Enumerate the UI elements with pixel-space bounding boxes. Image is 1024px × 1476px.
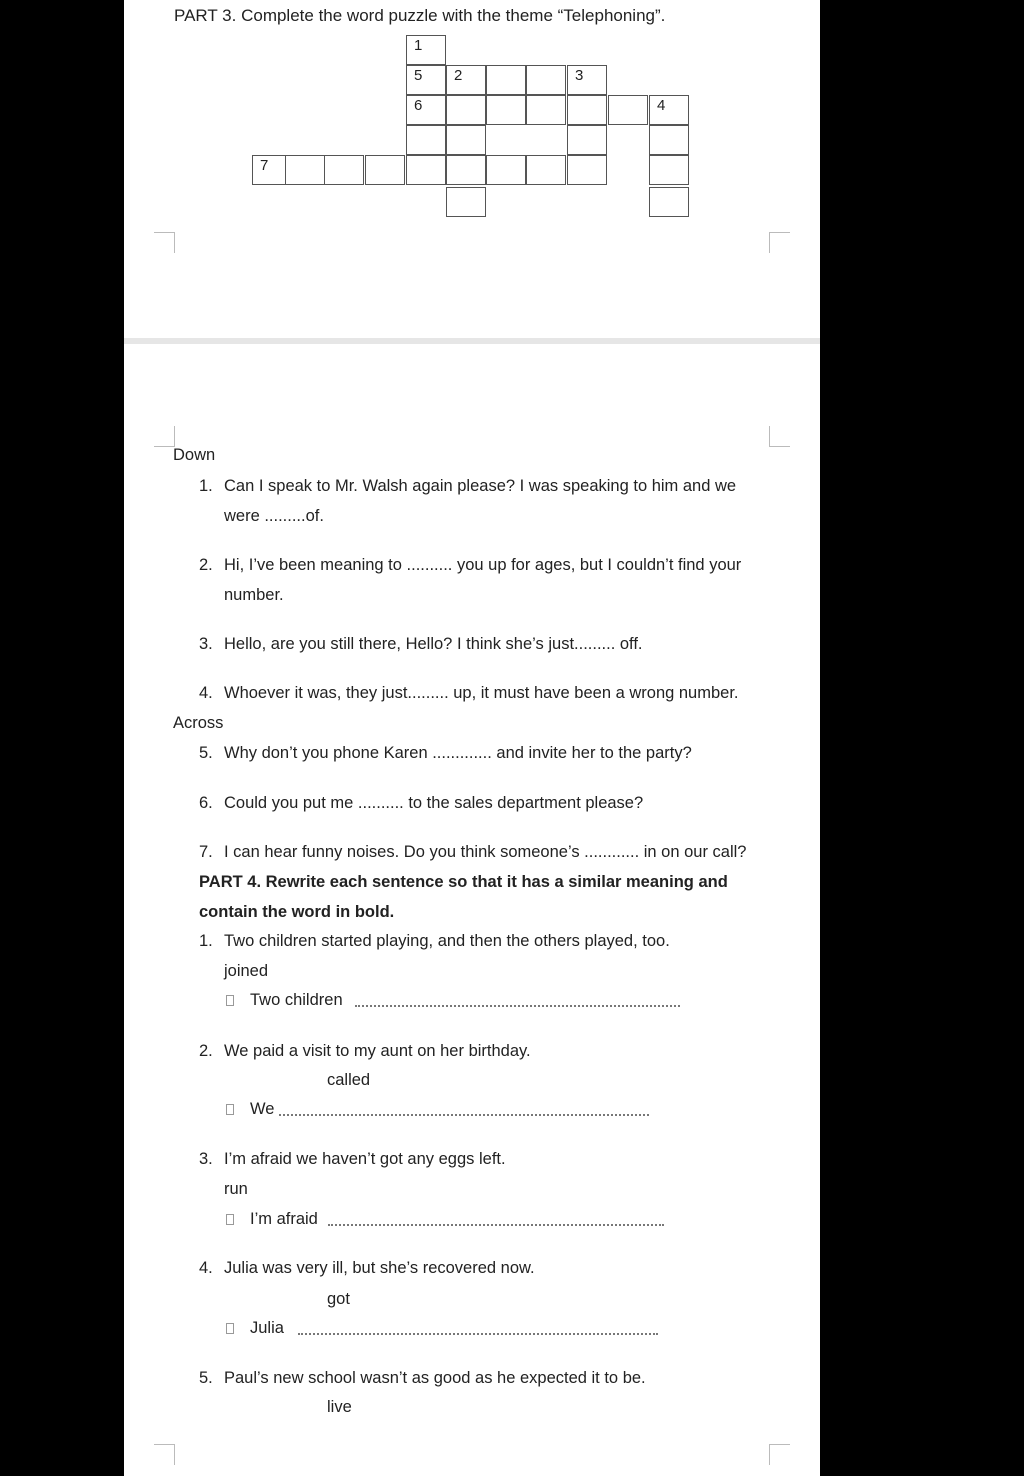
crossword-cell[interactable] [446,125,486,155]
keyword: called [327,1071,371,1089]
keyword: live [327,1398,352,1416]
answer-start: Two children [250,991,343,1009]
clue-number-5: 5 [414,67,423,84]
margin-corner-mark [154,232,175,253]
checkbox-icon [226,1214,234,1225]
crossword-cell[interactable] [486,65,526,95]
crossword-cell[interactable] [406,125,446,155]
crossword-cell[interactable] [526,65,566,95]
clue-number-6: 6 [414,97,423,114]
margin-corner-mark [769,426,790,447]
answer-start: Julia [250,1319,284,1337]
crossword-cell[interactable] [285,155,325,185]
crossword-cell[interactable] [567,125,607,155]
answer-line[interactable] [279,1114,649,1116]
crossword-cell[interactable] [649,95,689,125]
crossword-cell[interactable] [649,155,689,185]
crossword-cell[interactable] [649,125,689,155]
margin-corner-mark [769,1444,790,1465]
crossword-cell[interactable] [567,95,607,125]
crossword-cell[interactable] [252,155,286,185]
crossword-cell[interactable] [324,155,364,185]
keyword: run [224,1180,248,1198]
answer-start: I’m afraid [250,1210,318,1228]
crossword-cell[interactable] [608,95,648,125]
crossword-cell[interactable] [406,155,446,185]
part3-title: PART 3. Complete the word puzzle with the theme “Telephoning”. [174,6,666,25]
down-heading: Down [173,446,216,464]
crossword-cell[interactable] [486,95,526,125]
margin-corner-mark [154,1444,175,1465]
clue-number-2: 2 [454,67,463,84]
clue-number-3: 3 [575,67,584,84]
checkbox-icon [226,995,234,1006]
answer-line[interactable] [355,1005,680,1007]
part4-title: PART 4. Rewrite each sentence so that it has a similar meaning and [199,873,728,891]
across-heading: Across [173,714,224,732]
answer-line[interactable] [328,1224,664,1226]
page-1 [124,0,820,338]
crossword-cell[interactable] [406,95,446,125]
crossword-cell[interactable] [486,155,526,185]
crossword-cell[interactable] [567,65,607,95]
crossword-cell[interactable] [567,155,607,185]
crossword-cell[interactable] [446,155,486,185]
keyword: joined [224,962,269,980]
margin-corner-mark [769,232,790,253]
clue-number-4: 4 [657,97,666,114]
checkbox-icon [226,1323,234,1334]
page-2: Down 1. Can I speak to Mr. Walsh again please? I was speaking to him and we were .........of. 2. Hi, I’ve been meaning to .......... you up for ages, but I couldn’t find your number. 3. Hello, are you still there, Hello? I think she’s just......... off. 4. Whoever it was, they just......... up, it must have been a wrong number. Across 5. Why don’t you phone Karen ............. and invite her to the party? 6. Could you put me .......... to the sales department please? 7. I can hear funny noises. Do you think someone’s ............ in on our call? PART 4. Rewrite each sentence so that it has a similar meaning and contain the word in bold. 1. Two children started playing, and then the others played, too. joined Two children 2. We paid a visit to my aunt on her birthday. called We 3. I’m afraid we haven’t got any eggs left. run I’m afraid 4. Julia was very ill, but she’s recovered now. got Julia 5. Paul’s new school wasn’t as good as he expected it to be. live [124,344,820,1476]
crossword-cell[interactable] [406,35,446,65]
crossword-cell[interactable] [526,155,566,185]
crossword-cell[interactable] [446,95,486,125]
crossword-cell[interactable] [365,155,405,185]
answer-line[interactable] [298,1333,658,1335]
crossword-cell[interactable] [526,95,566,125]
clue-number-1: 1 [414,37,423,54]
answer-start: We [250,1100,275,1118]
crossword-cell[interactable] [446,65,486,95]
checkbox-icon [226,1104,234,1115]
part4-title-line2: contain the word in bold. [199,903,395,921]
crossword-cell[interactable] [406,65,446,95]
margin-corner-mark [154,426,175,447]
keyword: got [327,1290,350,1308]
clue-number-7: 7 [260,157,269,174]
crossword-cell[interactable] [649,187,689,217]
crossword-cell[interactable] [446,187,486,217]
